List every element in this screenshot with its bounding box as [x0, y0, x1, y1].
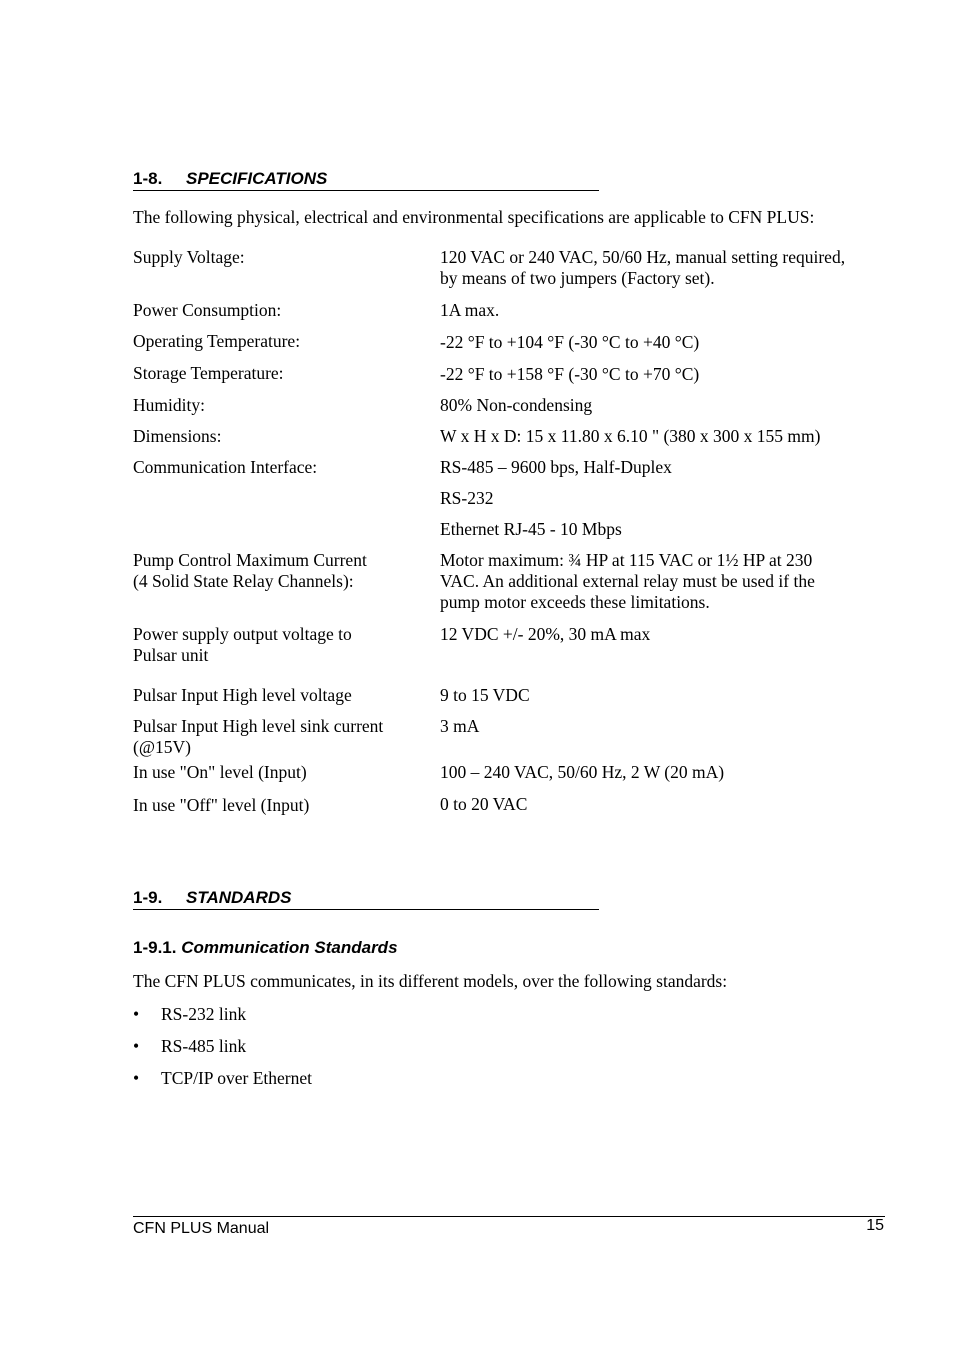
spec-value: RS-232 [440, 488, 494, 508]
spec-value: -22 °F to +158 °F (-30 °C to +70 °C) [440, 364, 700, 384]
list-item: • TCP/IP over Ethernet [133, 1068, 312, 1088]
spec-label: Storage Temperature: [133, 363, 284, 383]
spec-value: 9 to 15 VDC [440, 685, 530, 705]
spec-label: Supply Voltage: [133, 247, 245, 267]
section-title: STANDARDS [186, 888, 292, 907]
spec-label: Power supply output voltage to Pulsar unit [133, 624, 352, 665]
spec-label: Communication Interface: [133, 457, 318, 477]
footer-page-number: 15 [866, 1217, 884, 1234]
spec-label: Dimensions: [133, 426, 222, 446]
spec-label: In use "Off" level (Input) [133, 795, 310, 815]
spec-value: 120 VAC or 240 VAC, 50/60 Hz, manual setting required, by means of two jumpers (Factory set). [440, 247, 846, 288]
spec-value: Motor maximum: ¾ HP at 115 VAC or 1½ HP at 230 VAC. An additional external relay must be used if the pump motor exceeds these limitations. [440, 550, 815, 612]
comm-intro: The CFN PLUS communicates, in its different models, over the following standards: [133, 971, 728, 991]
spec-value: 1A max. [440, 300, 500, 320]
section-number: 1-9. [133, 888, 163, 907]
spec-value: 0 to 20 VAC [440, 794, 528, 814]
spec-value: RS-485 – 9600 bps, Half-Duplex [440, 457, 672, 477]
list-item: • RS-485 link [133, 1036, 247, 1056]
spec-label: Power Consumption: [133, 300, 282, 320]
spec-value: W x H x D: 15 x 11.80 x 6.10 " (380 x 300 x 155 mm) [440, 426, 821, 446]
section-number: 1-8. [133, 169, 163, 188]
section-heading-specifications [133, 169, 599, 191]
bullet-icon: • [133, 1036, 140, 1056]
spec-label: Pulsar Input High level voltage [133, 685, 352, 705]
section-heading-standards [133, 888, 599, 910]
spec-value: 80% Non-condensing [440, 395, 593, 415]
spec-value: 3 mA [440, 716, 480, 736]
spec-value: Ethernet RJ-45 - 10 Mbps [440, 519, 622, 539]
footer-divider [133, 1216, 885, 1217]
footer-manual-title: CFN PLUS Manual [133, 1220, 270, 1237]
bullet-icon: • [133, 1004, 140, 1024]
spec-label: In use "On" level (Input) [133, 762, 307, 782]
subsection-heading-communication [133, 938, 398, 958]
spec-value: 12 VDC +/- 20%, 30 mA max [440, 624, 651, 644]
subsection-number: 1-9.1. [133, 938, 177, 957]
list-item: • RS-232 link [133, 1004, 247, 1024]
spec-label: Humidity: [133, 395, 205, 415]
subsection-title: Communication Standards [181, 938, 398, 957]
spec-label: Pulsar Input High level sink current (@15V) [133, 716, 384, 757]
bullet-icon: • [133, 1068, 140, 1088]
spec-label: Operating Temperature: [133, 331, 301, 351]
specs-intro: The following physical, electrical and environmental specifications are applicable to CFN PLUS: [133, 207, 815, 227]
section-title: SPECIFICATIONS [186, 169, 328, 188]
spec-label: Pump Control Maximum Current (4 Solid State Relay Channels): [133, 550, 367, 591]
spec-value: 100 – 240 VAC, 50/60 Hz, 2 W (20 mA) [440, 762, 725, 782]
spec-value: -22 °F to +104 °F (-30 °C to +40 °C) [440, 332, 700, 352]
